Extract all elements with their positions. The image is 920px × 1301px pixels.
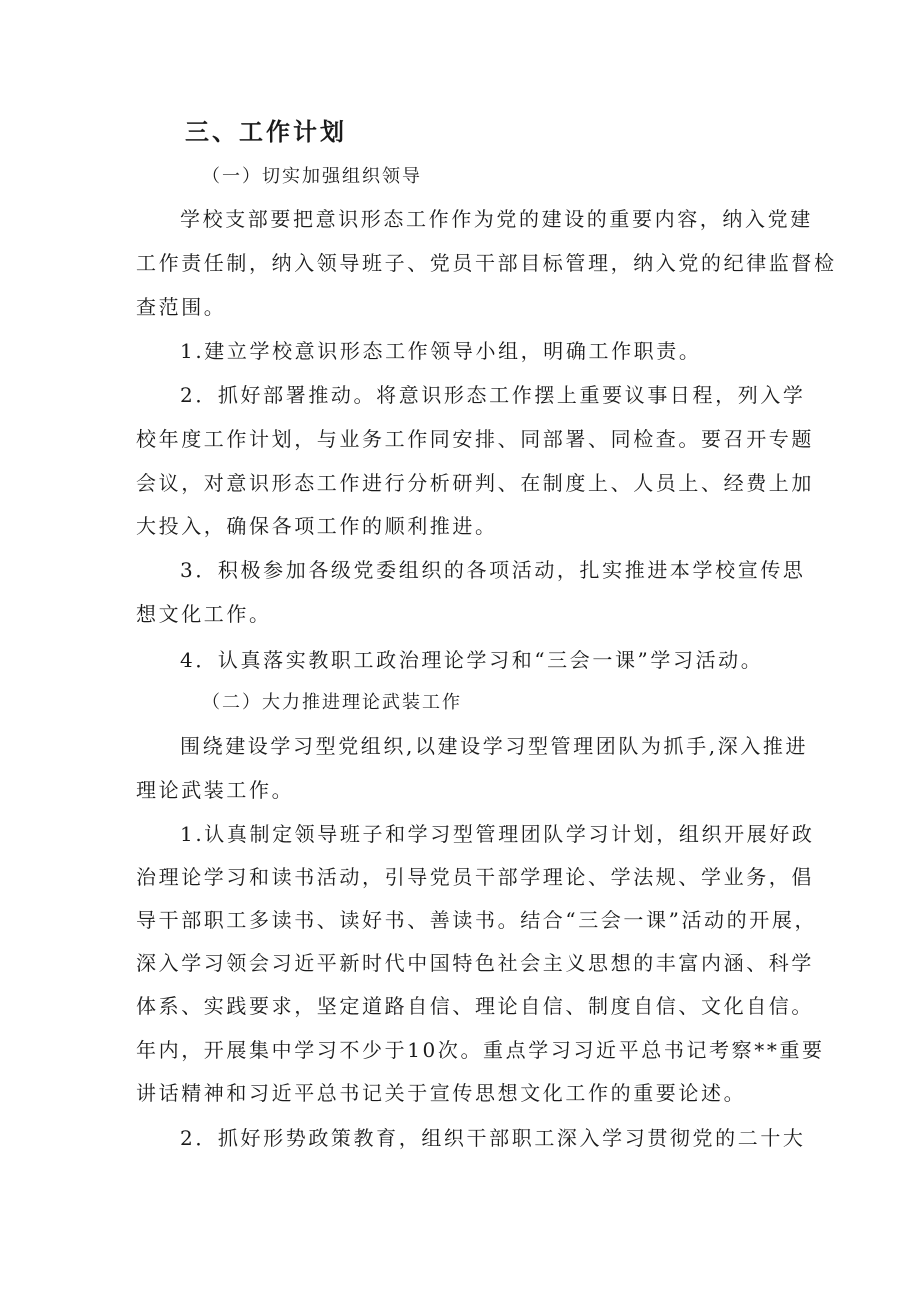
- list-item: 1.建立学校意识形态工作领导小组，明确工作职责。: [180, 339, 702, 363]
- list-item: 2．抓好部署推动。将意识形态工作摆上重要议事日程，列入学: [180, 383, 806, 407]
- subsection-heading-2: （二）大力推进理论武装工作: [202, 692, 462, 713]
- paragraph-line: 学校支部要把意识形态工作作为党的建设的重要内容，纳入党建: [180, 207, 813, 231]
- list-item-line: 导干部职工多读书、读好书、善读书。结合“三会一课”活动的开展，: [136, 908, 818, 932]
- list-item-line: 深入学习领会习近平新时代中国特色社会主义思想的丰富内涵、科学: [136, 951, 814, 975]
- list-item-line: 校年度工作计划，与业务工作同安排、同部署、同检查。要召开专题: [136, 427, 814, 451]
- paragraph-line: 工作责任制，纳入领导班子、党员干部目标管理，纳入党的纪律监督检: [136, 251, 837, 275]
- list-item: 3．积极参加各级党委组织的各项活动，扎实推进本学校宣传思: [180, 558, 806, 582]
- list-item-line: 会议，对意识形态工作进行分析研判、在制度上、人员上、经费上加: [136, 471, 814, 495]
- paragraph-line: 围绕建设学习型党组织,以建设学习型管理团队为抓手,深入推进: [180, 734, 809, 758]
- list-item-line: 年内，开展集中学习不少于10次。重点学习习近平总书记考察**重要: [136, 1038, 825, 1062]
- list-item: 2．抓好形势政策教育，组织干部职工深入学习贯彻党的二十大: [180, 1126, 806, 1150]
- subsection-heading-1: （一）切实加强组织领导: [202, 166, 422, 187]
- list-item-line: 大投入，确保各项工作的顺利推进。: [136, 514, 498, 538]
- list-item-line: 想文化工作。: [136, 602, 272, 626]
- section-heading: 三、工作计划: [185, 118, 347, 146]
- list-item-line: 体系、实践要求，坚定道路自信、理论自信、制度自信、文化自信。: [136, 994, 814, 1018]
- paragraph-line: 查范围。: [136, 295, 227, 319]
- list-item-line: 治理论学习和读书活动，引导党员干部学理论、学法规、学业务，倡: [136, 865, 814, 889]
- paragraph-line: 理论武装工作。: [136, 778, 295, 802]
- list-item: 1.认真制定领导班子和学习型管理团队学习计划，组织开展好政: [180, 822, 815, 846]
- list-item: 4．认真落实教职工政治理论学习和“三会一课”学习活动。: [180, 648, 764, 672]
- list-item-line: 讲话精神和习近平总书记关于宣传思想文化工作的重要论述。: [136, 1081, 747, 1105]
